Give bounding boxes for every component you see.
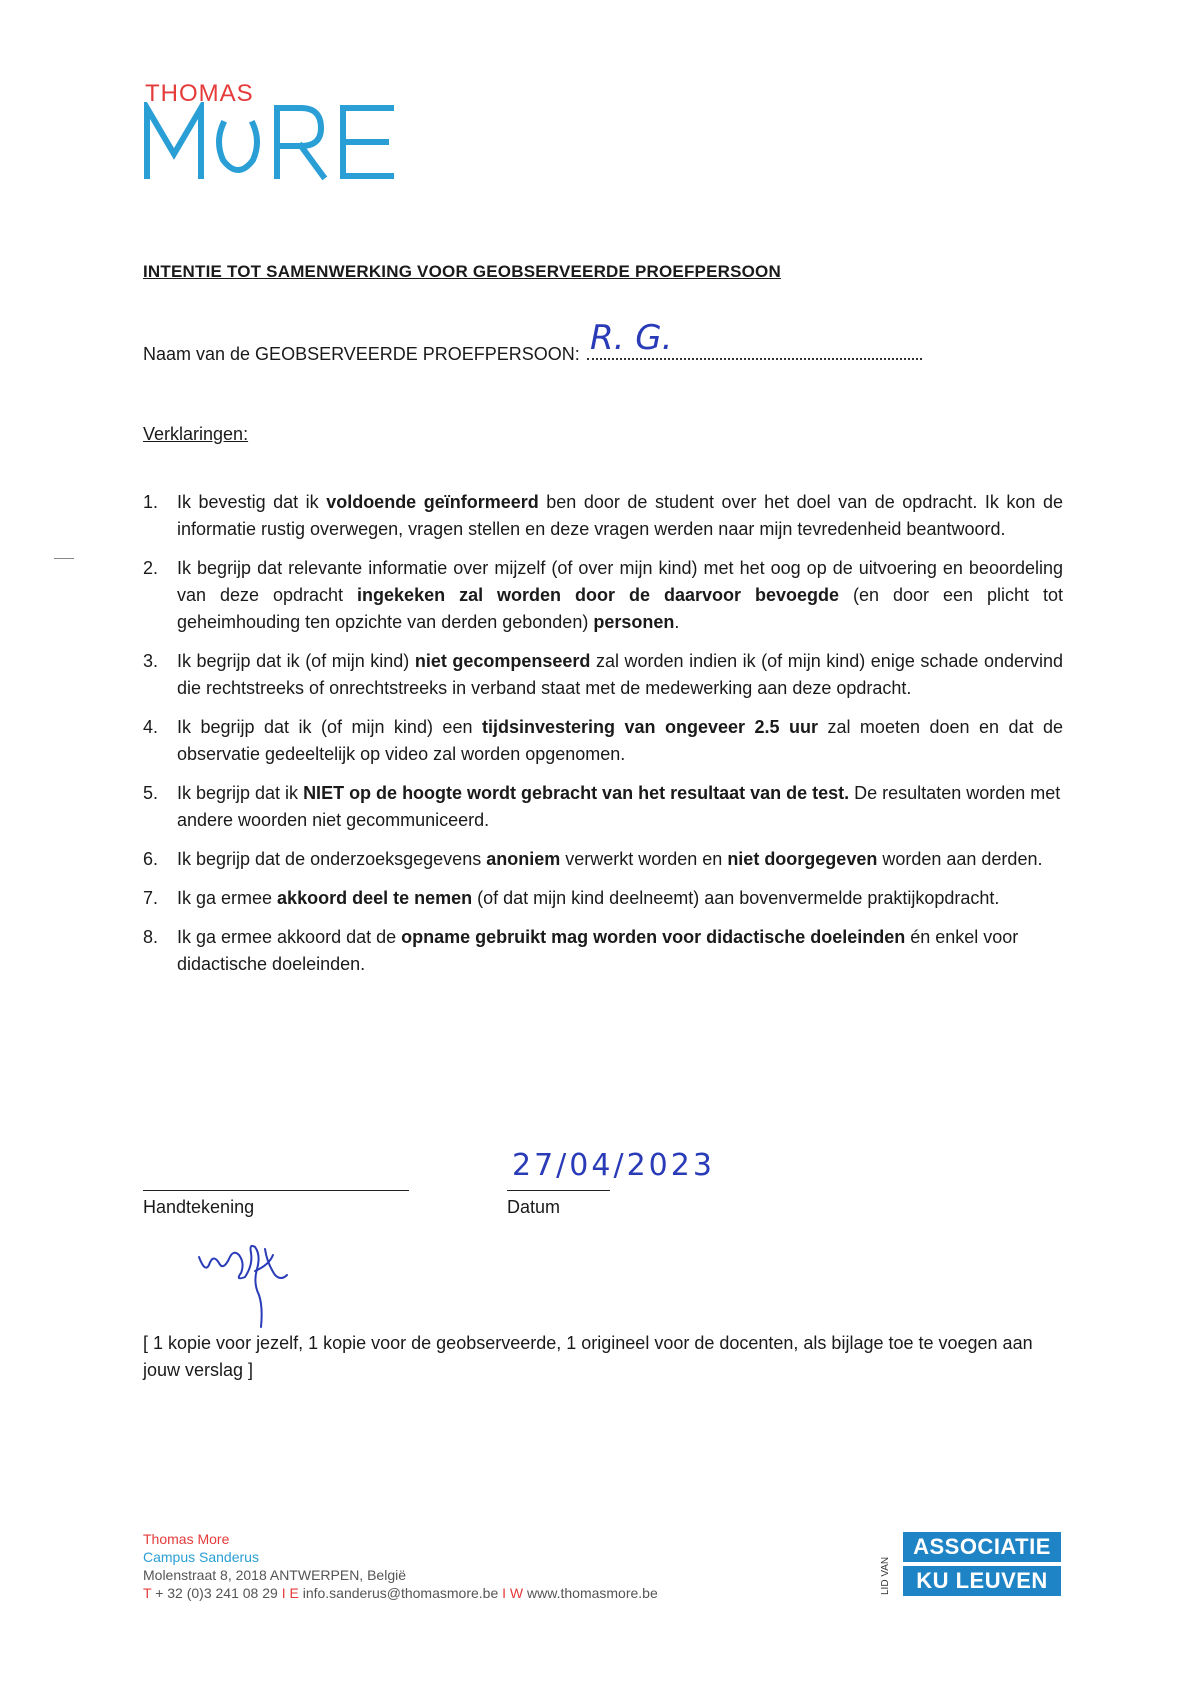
date-label: Datum [507, 1197, 561, 1217]
date-line [507, 1190, 610, 1191]
list-item: 4. Ik begrijp dat ik (of mijn kind) een tijdsinvestering van ongeveer 2.5 uur zal moeten doen en dat de observatie gedeeltelijk op video zal worden opgenomen. [143, 717, 1063, 764]
statements-list [143, 489, 1063, 990]
handwritten-name: R. G. [590, 318, 673, 358]
footer-address [143, 1530, 658, 1602]
footer-website: www.thomasmore.be [527, 1585, 658, 1601]
signature-label: Handtekening [143, 1197, 255, 1217]
list-item: 8. Ik ga ermee akkoord dat de opname gebruikt mag worden voor didactische doeleinden én enkel voor didactische doeleinden. [143, 927, 1019, 974]
associatie-side-label: LID VAN [880, 1556, 891, 1595]
associatie-line2: KU LEUVEN [903, 1566, 1061, 1596]
associatie-ku-leuven-logo [903, 1532, 1061, 1600]
list-item: 1. Ik bevestig dat ik voldoende geïnformeerd ben door de student over het doel van de opdracht. Ik kon de informatie rustig overwegen, vragen stellen en deze vragen werden naar mijn tevredenheid beantwoord. [143, 492, 1063, 539]
list-item: 7. Ik ga ermee akkoord deel te nemen (of dat mijn kind deelneemt) aan bovenvermelde praktijkopdracht. [143, 888, 1000, 908]
handwritten-date: 27/04/2023 [512, 1148, 715, 1183]
proefpersoon-name-row [143, 342, 922, 365]
signature-line [143, 1190, 409, 1191]
logo-thomas-text: THOMAS [145, 80, 254, 107]
verklaringen-heading: Verklaringen: [143, 424, 249, 444]
footer-street: Molenstraat 8, 2018 ANTWERPEN, België [143, 1567, 407, 1583]
logo-more-wordmark [143, 102, 403, 187]
associatie-line1: ASSOCIATIE [903, 1532, 1061, 1562]
document-title: INTENTIE TOT SAMENWERKING VOOR GEOBSERVEERDE PROEFPERSOON [143, 262, 781, 281]
list-item: 5. Ik begrijp dat ik NIET op de hoogte wordt gebracht van het resultaat van de test. De resultaten worden met andere woorden niet gecommuniceerd. [143, 783, 1061, 830]
list-item: 3. Ik begrijp dat ik (of mijn kind) niet gecompenseerd zal worden indien ik (of mijn kind) enige schade ondervind die rechtstreeks of onrechtstreeks in verband staat met de medewerking aan deze opdracht. [143, 651, 1064, 698]
margin-mark [54, 558, 74, 559]
footer-contact: T + 32 (0)3 241 08 29 I E info.sanderus@thomasmore.be I W www.thomasmore.be [143, 1585, 658, 1601]
handwritten-signature [195, 1235, 315, 1340]
footer-org: Thomas More [143, 1531, 230, 1547]
proefpersoon-name-label: Naam van de GEOBSERVEERDE PROEFPERSOON: [143, 344, 585, 364]
copies-note: [ 1 kopie voor jezelf, 1 kopie voor de geobserveerde, 1 origineel voor de docenten, als bijlage toe te voegen aan jouw verslag ] [143, 1333, 1033, 1380]
list-item: 6. Ik begrijp dat de onderzoeksgegevens anoniem verwerkt worden en niet doorgegeven worden aan derden. [143, 849, 1043, 869]
footer-campus: Campus Sanderus [143, 1549, 259, 1565]
list-item: 2. Ik begrijp dat relevante informatie over mijzelf (of over mijn kind) met het oog op de uitvoering en beoordeling van deze opdracht ingekeken zal worden door de daarvoor bevoegde (en door een plicht tot geheimhouding ten opzichte van derden gebonden) personen. [143, 558, 1064, 632]
